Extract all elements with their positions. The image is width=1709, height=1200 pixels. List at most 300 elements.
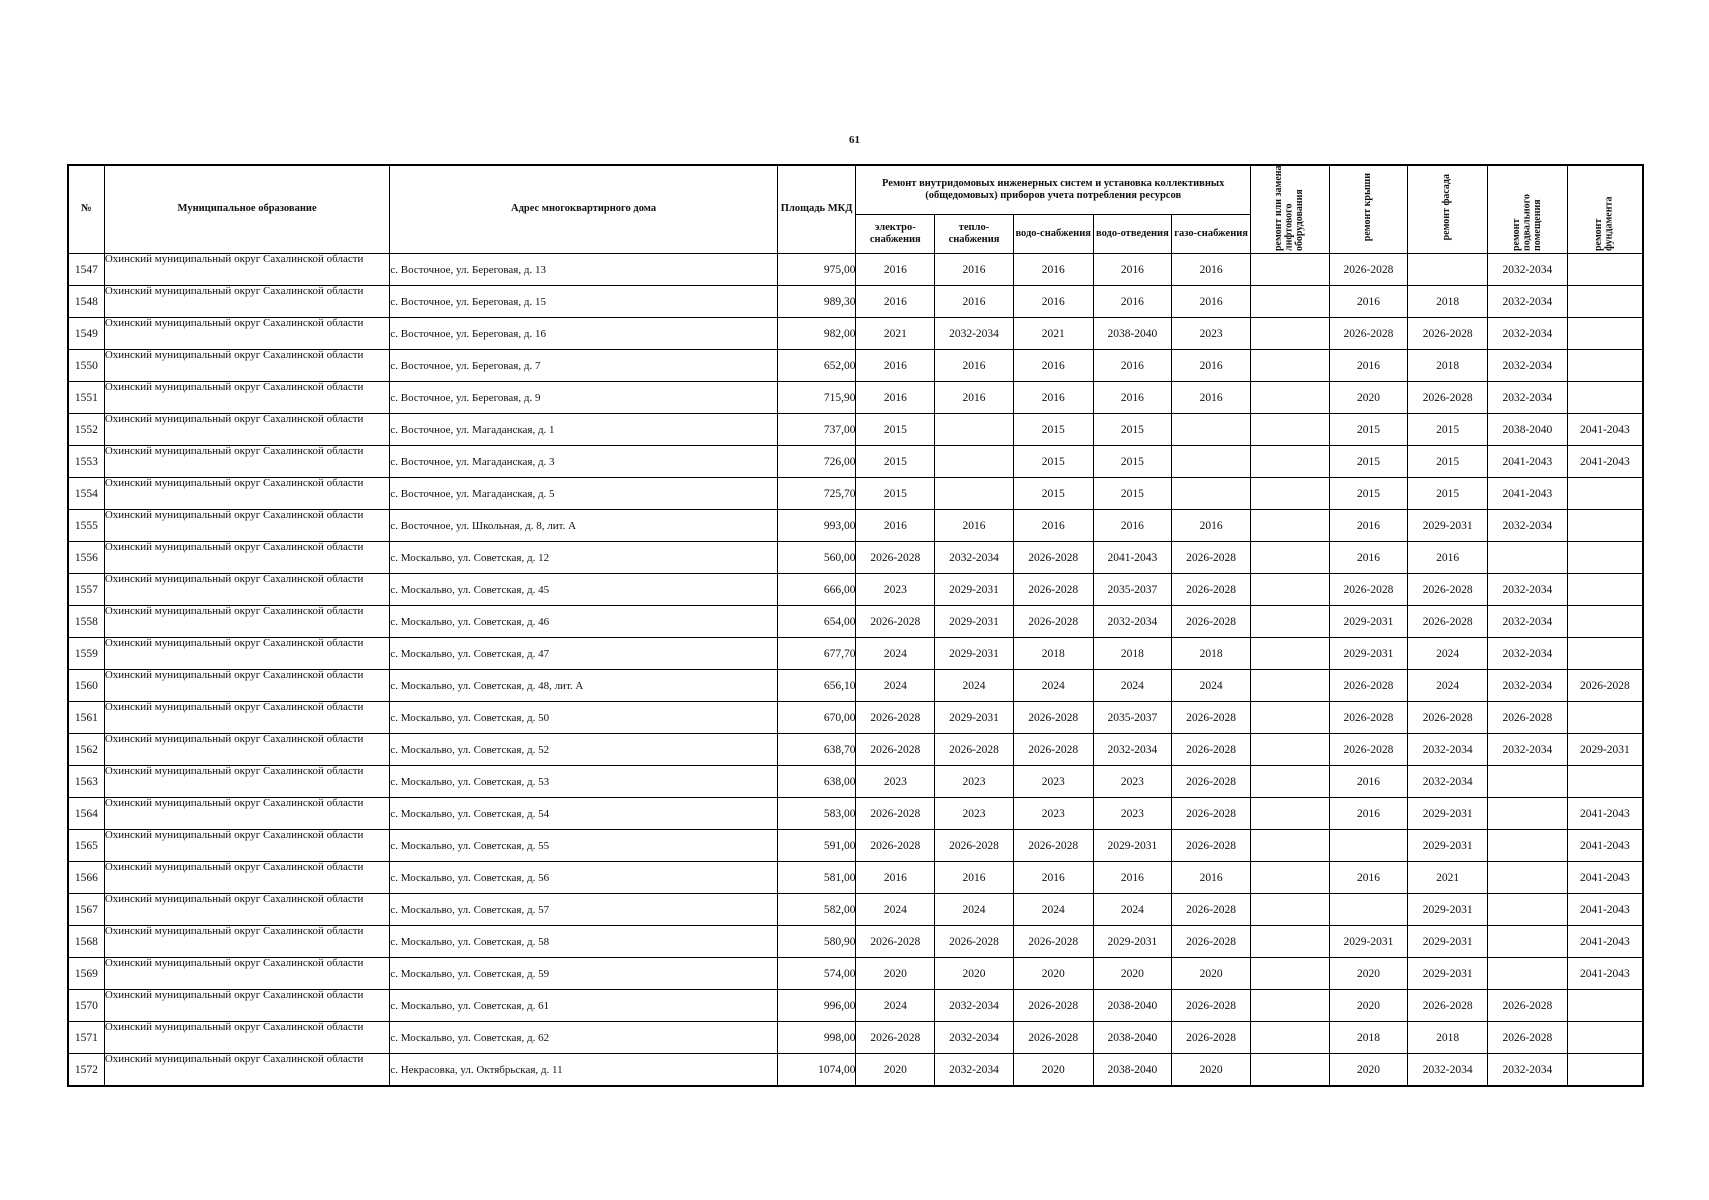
table-body	[68, 254, 1643, 1087]
municipality-cell: Охинский муниципальный округ Сахалинской области	[104, 414, 390, 446]
water-supply-year: 2023	[1013, 798, 1093, 830]
facade-year: 2018	[1408, 350, 1488, 382]
heat-year: 2026-2028	[935, 926, 1014, 958]
municipality-cell: Охинский муниципальный округ Сахалинской области	[104, 926, 390, 958]
table-row	[68, 478, 1643, 510]
electricity-year: 2020	[856, 958, 935, 990]
water-disposal-year: 2023	[1093, 798, 1172, 830]
table-row	[68, 862, 1643, 894]
header-heat: тепло-снабжения	[935, 215, 1014, 254]
page-number: 61	[849, 134, 860, 146]
basement-year: 2032-2034	[1488, 318, 1568, 350]
table-row	[68, 542, 1643, 574]
water-supply-year: 2026-2028	[1013, 606, 1093, 638]
municipality-cell: Охинский муниципальный округ Сахалинской области	[104, 734, 390, 766]
elevator-year	[1250, 958, 1329, 990]
header-electricity: электро-снабжения	[856, 215, 935, 254]
facade-year: 2015	[1408, 446, 1488, 478]
municipality-cell: Охинский муниципальный округ Сахалинской области	[104, 286, 390, 318]
heat-year: 2026-2028	[935, 830, 1014, 862]
area-cell: 715,90	[777, 382, 856, 414]
foundation-year	[1567, 478, 1643, 510]
area-cell: 638,70	[777, 734, 856, 766]
address-cell: с. Москальво, ул. Советская, д. 50	[390, 702, 777, 734]
roof-year: 2020	[1329, 958, 1408, 990]
row-number: 1553	[68, 446, 104, 478]
water-disposal-year: 2038-2040	[1093, 1054, 1172, 1087]
heat-year: 2029-2031	[935, 574, 1014, 606]
area-cell: 580,90	[777, 926, 856, 958]
water-disposal-year: 2016	[1093, 862, 1172, 894]
facade-year: 2016	[1408, 542, 1488, 574]
roof-year: 2029-2031	[1329, 606, 1408, 638]
foundation-year: 2041-2043	[1567, 830, 1643, 862]
heat-year: 2023	[935, 766, 1014, 798]
table-row	[68, 286, 1643, 318]
electricity-year: 2026-2028	[856, 798, 935, 830]
area-cell: 560,00	[777, 542, 856, 574]
basement-year	[1488, 926, 1568, 958]
capital-repair-table	[67, 164, 1644, 1087]
area-cell: 652,00	[777, 350, 856, 382]
facade-year: 2018	[1408, 1022, 1488, 1054]
water-supply-year: 2026-2028	[1013, 830, 1093, 862]
foundation-year	[1567, 606, 1643, 638]
water-supply-year: 2023	[1013, 766, 1093, 798]
table-row	[68, 958, 1643, 990]
water-supply-year: 2015	[1013, 478, 1093, 510]
heat-year: 2032-2034	[935, 1054, 1014, 1087]
basement-year: 2032-2034	[1488, 350, 1568, 382]
water-disposal-year: 2023	[1093, 766, 1172, 798]
elevator-year	[1250, 862, 1329, 894]
facade-year: 2029-2031	[1408, 830, 1488, 862]
basement-year: 2041-2043	[1488, 446, 1568, 478]
electricity-year: 2026-2028	[856, 542, 935, 574]
basement-year: 2032-2034	[1488, 382, 1568, 414]
elevator-year	[1250, 574, 1329, 606]
gas-year: 2020	[1172, 958, 1251, 990]
table-header	[68, 165, 1643, 254]
water-disposal-year: 2015	[1093, 414, 1172, 446]
facade-year: 2026-2028	[1408, 702, 1488, 734]
table-row	[68, 830, 1643, 862]
water-disposal-year: 2020	[1093, 958, 1172, 990]
electricity-year: 2015	[856, 414, 935, 446]
basement-year: 2032-2034	[1488, 734, 1568, 766]
electricity-year: 2026-2028	[856, 702, 935, 734]
facade-year: 2026-2028	[1408, 606, 1488, 638]
heat-year: 2023	[935, 798, 1014, 830]
facade-year: 2015	[1408, 478, 1488, 510]
electricity-year: 2024	[856, 990, 935, 1022]
heat-year: 2024	[935, 894, 1014, 926]
address-cell: с. Москальво, ул. Советская, д. 47	[390, 638, 777, 670]
gas-year: 2026-2028	[1172, 926, 1251, 958]
water-supply-year: 2026-2028	[1013, 542, 1093, 574]
roof-year: 2026-2028	[1329, 574, 1408, 606]
water-supply-year: 2020	[1013, 958, 1093, 990]
address-cell: с. Восточное, ул. Магаданская, д. 3	[390, 446, 777, 478]
water-supply-year: 2016	[1013, 254, 1093, 286]
heat-year: 2032-2034	[935, 1022, 1014, 1054]
water-supply-year: 2024	[1013, 894, 1093, 926]
roof-year: 2026-2028	[1329, 670, 1408, 702]
table-row	[68, 926, 1643, 958]
facade-year: 2021	[1408, 862, 1488, 894]
water-supply-year: 2016	[1013, 862, 1093, 894]
municipality-cell: Охинский муниципальный округ Сахалинской области	[104, 1054, 390, 1087]
gas-year: 2018	[1172, 638, 1251, 670]
row-number: 1567	[68, 894, 104, 926]
address-cell: с. Москальво, ул. Советская, д. 57	[390, 894, 777, 926]
elevator-year	[1250, 830, 1329, 862]
municipality-cell: Охинский муниципальный округ Сахалинской области	[104, 702, 390, 734]
header-water-disposal: водо-отведения	[1093, 215, 1172, 254]
municipality-cell: Охинский муниципальный округ Сахалинской области	[104, 382, 390, 414]
facade-year: 2032-2034	[1408, 734, 1488, 766]
municipality-cell: Охинский муниципальный округ Сахалинской области	[104, 990, 390, 1022]
address-cell: с. Восточное, ул. Школьная, д. 8, лит. А	[390, 510, 777, 542]
facade-year: 2026-2028	[1408, 574, 1488, 606]
basement-year: 2032-2034	[1488, 254, 1568, 286]
elevator-year	[1250, 894, 1329, 926]
table-row	[68, 446, 1643, 478]
row-number: 1556	[68, 542, 104, 574]
electricity-year: 2026-2028	[856, 606, 935, 638]
row-number: 1565	[68, 830, 104, 862]
address-cell: с. Восточное, ул. Магаданская, д. 5	[390, 478, 777, 510]
row-number: 1554	[68, 478, 104, 510]
header-water-supply: водо-снабжения	[1013, 215, 1093, 254]
table-row	[68, 702, 1643, 734]
gas-year: 2020	[1172, 1054, 1251, 1087]
gas-year: 2026-2028	[1172, 734, 1251, 766]
address-cell: с. Восточное, ул. Береговая, д. 15	[390, 286, 777, 318]
gas-year: 2026-2028	[1172, 702, 1251, 734]
facade-year: 2024	[1408, 670, 1488, 702]
gas-year: 2026-2028	[1172, 606, 1251, 638]
area-cell: 670,00	[777, 702, 856, 734]
elevator-year	[1250, 702, 1329, 734]
facade-year: 2032-2034	[1408, 766, 1488, 798]
area-cell: 666,00	[777, 574, 856, 606]
municipality-cell: Охинский муниципальный округ Сахалинской области	[104, 670, 390, 702]
row-number: 1571	[68, 1022, 104, 1054]
electricity-year: 2024	[856, 894, 935, 926]
gas-year	[1172, 478, 1251, 510]
roof-year: 2020	[1329, 382, 1408, 414]
address-cell: с. Москальво, ул. Советская, д. 52	[390, 734, 777, 766]
heat-year: 2024	[935, 670, 1014, 702]
municipality-cell: Охинский муниципальный округ Сахалинской области	[104, 958, 390, 990]
electricity-year: 2016	[856, 286, 935, 318]
area-cell: 656,10	[777, 670, 856, 702]
electricity-year: 2026-2028	[856, 1022, 935, 1054]
area-cell: 996,00	[777, 990, 856, 1022]
area-cell: 1074,00	[777, 1054, 856, 1087]
electricity-year: 2020	[856, 1054, 935, 1087]
roof-year: 2016	[1329, 766, 1408, 798]
gas-year: 2016	[1172, 382, 1251, 414]
elevator-year	[1250, 766, 1329, 798]
basement-year	[1488, 798, 1568, 830]
electricity-year: 2023	[856, 574, 935, 606]
roof-year: 2020	[1329, 1054, 1408, 1087]
row-number: 1550	[68, 350, 104, 382]
roof-year: 2020	[1329, 990, 1408, 1022]
basement-year: 2032-2034	[1488, 510, 1568, 542]
gas-year: 2026-2028	[1172, 990, 1251, 1022]
roof-year: 2026-2028	[1329, 318, 1408, 350]
water-disposal-year: 2035-2037	[1093, 574, 1172, 606]
elevator-year	[1250, 670, 1329, 702]
basement-year	[1488, 542, 1568, 574]
table-row	[68, 574, 1643, 606]
water-disposal-year: 2029-2031	[1093, 830, 1172, 862]
header-roof-cell	[1329, 165, 1408, 254]
table-row	[68, 638, 1643, 670]
gas-year: 2016	[1172, 286, 1251, 318]
area-cell: 583,00	[777, 798, 856, 830]
row-number: 1549	[68, 318, 104, 350]
heat-year: 2016	[935, 254, 1014, 286]
area-cell: 993,00	[777, 510, 856, 542]
water-disposal-year: 2016	[1093, 510, 1172, 542]
foundation-year: 2041-2043	[1567, 798, 1643, 830]
electricity-year: 2026-2028	[856, 926, 935, 958]
gas-year: 2026-2028	[1172, 894, 1251, 926]
foundation-year	[1567, 318, 1643, 350]
foundation-year: 2041-2043	[1567, 926, 1643, 958]
basement-year	[1488, 766, 1568, 798]
elevator-year	[1250, 414, 1329, 446]
header-facade-cell	[1408, 165, 1488, 254]
header-basement: ремонт подвального помещения	[1510, 193, 1543, 251]
heat-year	[935, 414, 1014, 446]
facade-year: 2015	[1408, 414, 1488, 446]
foundation-year	[1567, 382, 1643, 414]
area-cell: 989,30	[777, 286, 856, 318]
basement-year: 2032-2034	[1488, 574, 1568, 606]
address-cell: с. Восточное, ул. Береговая, д. 16	[390, 318, 777, 350]
basement-year: 2032-2034	[1488, 670, 1568, 702]
row-number: 1564	[68, 798, 104, 830]
basement-year: 2032-2034	[1488, 1054, 1568, 1087]
basement-year	[1488, 894, 1568, 926]
municipality-cell: Охинский муниципальный округ Сахалинской области	[104, 894, 390, 926]
address-cell: с. Восточное, ул. Береговая, д. 9	[390, 382, 777, 414]
water-supply-year: 2018	[1013, 638, 1093, 670]
row-number: 1551	[68, 382, 104, 414]
roof-year: 2018	[1329, 1022, 1408, 1054]
header-foundation: ремонт фундамента	[1593, 196, 1615, 251]
water-supply-year: 2026-2028	[1013, 990, 1093, 1022]
water-supply-year: 2015	[1013, 414, 1093, 446]
heat-year: 2032-2034	[935, 542, 1014, 574]
municipality-cell: Охинский муниципальный округ Сахалинской области	[104, 638, 390, 670]
elevator-year	[1250, 286, 1329, 318]
area-cell: 654,00	[777, 606, 856, 638]
facade-year: 2029-2031	[1408, 958, 1488, 990]
foundation-year	[1567, 638, 1643, 670]
roof-year: 2029-2031	[1329, 926, 1408, 958]
elevator-year	[1250, 318, 1329, 350]
row-number: 1572	[68, 1054, 104, 1087]
gas-year: 2026-2028	[1172, 766, 1251, 798]
heat-year: 2029-2031	[935, 702, 1014, 734]
water-disposal-year: 2015	[1093, 446, 1172, 478]
gas-year: 2026-2028	[1172, 542, 1251, 574]
municipality-cell: Охинский муниципальный округ Сахалинской области	[104, 446, 390, 478]
water-supply-year: 2026-2028	[1013, 702, 1093, 734]
water-disposal-year: 2024	[1093, 670, 1172, 702]
heat-year: 2020	[935, 958, 1014, 990]
header-basement-cell	[1488, 165, 1568, 254]
electricity-year: 2016	[856, 382, 935, 414]
elevator-year	[1250, 798, 1329, 830]
municipality-cell: Охинский муниципальный округ Сахалинской области	[104, 798, 390, 830]
gas-year: 2026-2028	[1172, 1022, 1251, 1054]
water-disposal-year: 2038-2040	[1093, 318, 1172, 350]
electricity-year: 2016	[856, 254, 935, 286]
electricity-year: 2016	[856, 510, 935, 542]
header-facade: ремонт фасада	[1441, 174, 1453, 241]
elevator-year	[1250, 542, 1329, 574]
gas-year: 2026-2028	[1172, 830, 1251, 862]
water-disposal-year: 2016	[1093, 254, 1172, 286]
basement-year: 2032-2034	[1488, 638, 1568, 670]
address-cell: с. Москальво, ул. Советская, д. 62	[390, 1022, 777, 1054]
header-engineering-group: Ремонт внутридомовых инженерных систем и установка коллективных (общедомовых) приборов учета потребления ресурсов	[856, 165, 1250, 215]
table-row	[68, 798, 1643, 830]
electricity-year: 2021	[856, 318, 935, 350]
facade-year: 2029-2031	[1408, 894, 1488, 926]
area-cell: 638,00	[777, 766, 856, 798]
gas-year: 2016	[1172, 254, 1251, 286]
basement-year	[1488, 958, 1568, 990]
row-number: 1562	[68, 734, 104, 766]
facade-year: 2029-2031	[1408, 798, 1488, 830]
gas-year: 2023	[1172, 318, 1251, 350]
facade-year: 2024	[1408, 638, 1488, 670]
roof-year: 2015	[1329, 414, 1408, 446]
elevator-year	[1250, 254, 1329, 286]
table-row	[68, 734, 1643, 766]
gas-year: 2026-2028	[1172, 574, 1251, 606]
elevator-year	[1250, 510, 1329, 542]
basement-year: 2026-2028	[1488, 702, 1568, 734]
gas-year: 2016	[1172, 510, 1251, 542]
roof-year: 2015	[1329, 478, 1408, 510]
electricity-year: 2015	[856, 478, 935, 510]
area-cell: 726,00	[777, 446, 856, 478]
electricity-year: 2026-2028	[856, 734, 935, 766]
foundation-year	[1567, 542, 1643, 574]
elevator-year	[1250, 350, 1329, 382]
header-elevator-cell	[1250, 165, 1329, 254]
address-cell: с. Москальво, ул. Советская, д. 56	[390, 862, 777, 894]
facade-year	[1408, 254, 1488, 286]
address-cell: с. Восточное, ул. Береговая, д. 13	[390, 254, 777, 286]
roof-year: 2026-2028	[1329, 254, 1408, 286]
water-disposal-year: 2038-2040	[1093, 990, 1172, 1022]
elevator-year	[1250, 1054, 1329, 1087]
gas-year: 2024	[1172, 670, 1251, 702]
water-disposal-year: 2016	[1093, 350, 1172, 382]
row-number: 1547	[68, 254, 104, 286]
heat-year	[935, 446, 1014, 478]
facade-year: 2018	[1408, 286, 1488, 318]
electricity-year: 2016	[856, 350, 935, 382]
elevator-year	[1250, 926, 1329, 958]
row-number: 1561	[68, 702, 104, 734]
table-row	[68, 766, 1643, 798]
table-row	[68, 318, 1643, 350]
foundation-year: 2041-2043	[1567, 958, 1643, 990]
water-disposal-year: 2038-2040	[1093, 1022, 1172, 1054]
elevator-year	[1250, 1022, 1329, 1054]
roof-year: 2016	[1329, 798, 1408, 830]
table-row	[68, 350, 1643, 382]
basement-year: 2041-2043	[1488, 478, 1568, 510]
foundation-year	[1567, 766, 1643, 798]
row-number: 1552	[68, 414, 104, 446]
municipality-cell: Охинский муниципальный округ Сахалинской области	[104, 510, 390, 542]
header-municipality: Муниципальное образование	[104, 165, 390, 254]
municipality-cell: Охинский муниципальный округ Сахалинской области	[104, 318, 390, 350]
electricity-year: 2024	[856, 670, 935, 702]
row-number: 1569	[68, 958, 104, 990]
row-number: 1558	[68, 606, 104, 638]
row-number: 1557	[68, 574, 104, 606]
water-supply-year: 2024	[1013, 670, 1093, 702]
water-disposal-year: 2035-2037	[1093, 702, 1172, 734]
elevator-year	[1250, 638, 1329, 670]
foundation-year: 2041-2043	[1567, 414, 1643, 446]
facade-year: 2026-2028	[1408, 318, 1488, 350]
water-disposal-year: 2015	[1093, 478, 1172, 510]
elevator-year	[1250, 446, 1329, 478]
roof-year	[1329, 830, 1408, 862]
area-cell: 737,00	[777, 414, 856, 446]
area-cell: 677,70	[777, 638, 856, 670]
table-row	[68, 606, 1643, 638]
water-disposal-year: 2016	[1093, 286, 1172, 318]
municipality-cell: Охинский муниципальный округ Сахалинской области	[104, 1022, 390, 1054]
address-cell: с. Восточное, ул. Магаданская, д. 1	[390, 414, 777, 446]
basement-year: 2026-2028	[1488, 1022, 1568, 1054]
municipality-cell: Охинский муниципальный округ Сахалинской области	[104, 766, 390, 798]
roof-year: 2016	[1329, 542, 1408, 574]
row-number: 1570	[68, 990, 104, 1022]
facade-year: 2026-2028	[1408, 382, 1488, 414]
roof-year: 2016	[1329, 350, 1408, 382]
roof-year: 2026-2028	[1329, 702, 1408, 734]
foundation-year	[1567, 990, 1643, 1022]
water-supply-year: 2016	[1013, 510, 1093, 542]
water-disposal-year: 2041-2043	[1093, 542, 1172, 574]
address-cell: с. Москальво, ул. Советская, д. 46	[390, 606, 777, 638]
municipality-cell: Охинский муниципальный округ Сахалинской области	[104, 862, 390, 894]
foundation-year	[1567, 1054, 1643, 1087]
table-row	[68, 670, 1643, 702]
water-disposal-year: 2016	[1093, 382, 1172, 414]
basement-year	[1488, 830, 1568, 862]
facade-year: 2026-2028	[1408, 990, 1488, 1022]
electricity-year: 2015	[856, 446, 935, 478]
gas-year	[1172, 446, 1251, 478]
